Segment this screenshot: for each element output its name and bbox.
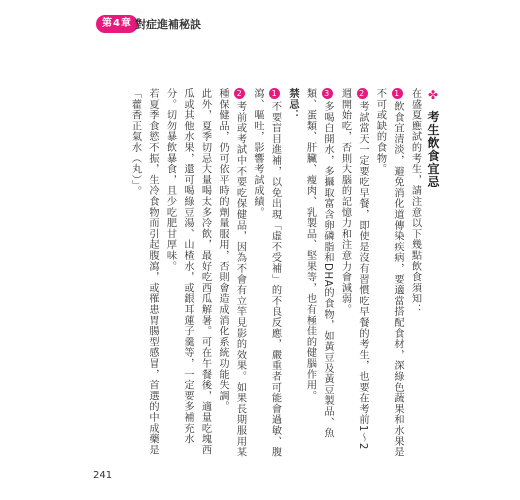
item-text: 考前或考試中不要吃保健品，因為不會有立竿見影的效果。如果長期服用某種保健品，仍可依平時的劑量服用，否則會造成消化系統功能失調。 — [217, 88, 246, 458]
page-number: 241 — [93, 470, 113, 481]
number-badge: 1 — [269, 88, 280, 99]
item-text: 考試當天一定要吃早餐，即使是沒有習慣吃早餐的考生，也要在考前1～2週開始吃，否則大腦的記憶力和注意力會減弱。 — [339, 88, 368, 450]
extra-paragraph: 此外，夏季切忌大量喝太多冷飲，最好吃西瓜解暑。可在午餐後，適量吃塊西瓜或其他水果，還可喝綠豆湯、山楂水，或銀耳蓮子羹等，一定要多補充水分。切勿暴飲暴食，且少吃肥甘厚味。 — [164, 88, 211, 456]
taboo-label: 禁忌： — [287, 88, 298, 121]
item-text: 多喝白開水，多攝取富含卵磷脂和DHA的食物，如黃豆及黃豆製品、魚類、蛋類、肝臟、瘦肉、乳製品、堅果等，也有極佳的健腦作用。 — [304, 88, 333, 439]
chapter-tag: 第4章 — [96, 15, 138, 33]
list-item — [336, 88, 371, 458]
section-heading — [424, 88, 443, 458]
item-text: 飲食宜清淡，避免消化道傳染疾病，要適當搭配食材，深綠色蔬果和水果是不可或缺的食物。 — [374, 88, 403, 458]
section-title: 考生飲食宜忌 — [426, 110, 440, 189]
extra-paragraph: 若夏季食慾不振，生冷食物而引起腹瀉，或罹患胃腸型感冒，首選的中成藥是「藿香正氣水（丸）」。 — [129, 88, 158, 456]
chapter-title: 對症進補秘訣 — [135, 18, 201, 31]
item-text: 不要盲目進補，以免出現「虛不受補」的不良反應，嚴重者可能會過敏、腹瀉、嘔吐，影響考試成績。 — [252, 88, 281, 458]
number-badge: 2 — [234, 88, 245, 99]
list-item — [371, 88, 406, 458]
intro-text: 在盛夏應試的考生，請注意以下幾點飲食須知： — [409, 88, 421, 315]
number-badge: 3 — [322, 88, 333, 99]
list-item — [301, 88, 336, 458]
flower-icon: ✤ — [426, 88, 440, 103]
number-badge: 1 — [392, 88, 403, 99]
number-badge: 2 — [357, 88, 368, 99]
vertical-text-body — [126, 88, 442, 458]
list-item — [214, 88, 249, 458]
list-item — [249, 88, 284, 458]
